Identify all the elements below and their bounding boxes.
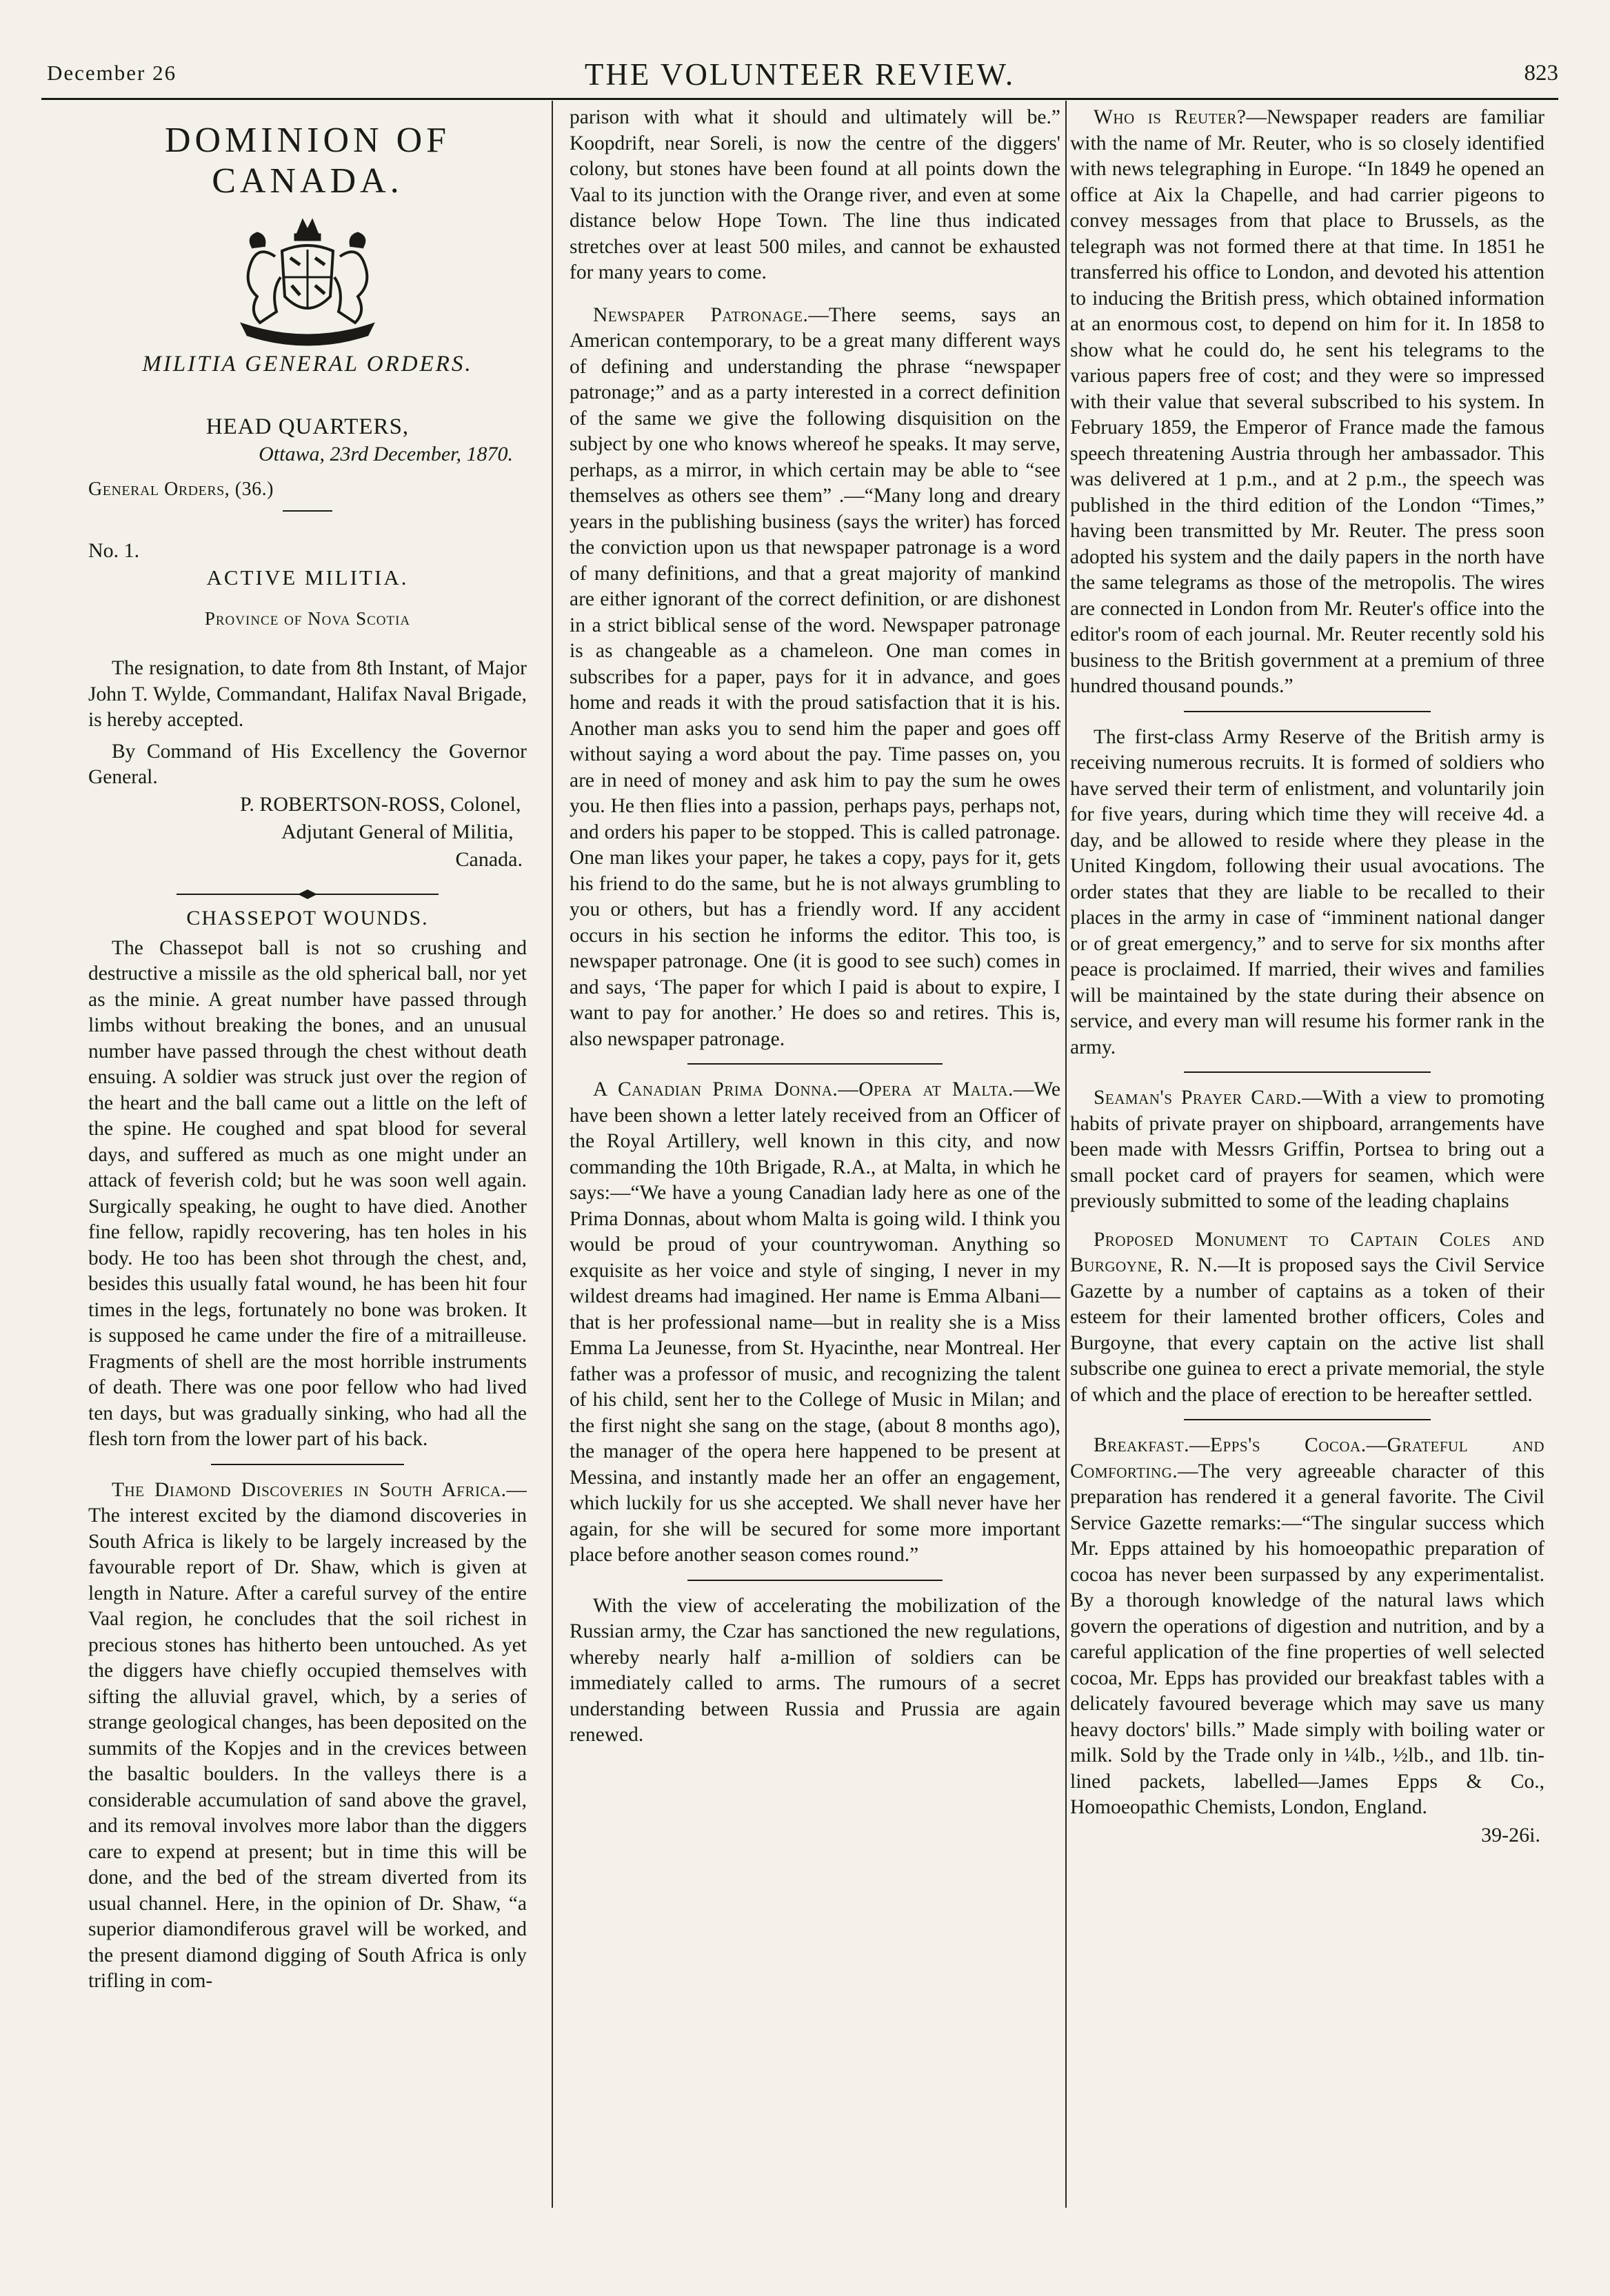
prima-donna-text: —We have been shown a letter lately received from an Officer of the Royal Artillery, well known in this city, and now commanding the 10th Brigade, R.A., at Malta, in which he says:—“We have a young Canadian lady here as one of the Prima Donnas, about whom Malta is going wild. I think you would be proud of your countrywoman. Anything so exquisite as her voice and style of singing, I never in my wildest dreams had imagined. Her name is Emma Albani—that is her professional name—but in reality she is a Miss Emma La Jeunesse, from St. Hyacinthe, near Montreal. Her father was a professor of music, and recognizing the talent of his child, sent her to the College of Music in Milan; and the first night she sang on the stage, (about 8 months ago), the manager of the opera here happened to be present at Messina, and instantly made her an offer an engagement, which luckily for us she accepted. We shall never have her again, for she will be secured for some more important place before another season comes round.” — [570, 1078, 1060, 1566]
chassepot-text: The Chassepot ball is not so crushing and destructive a missile as the old spherical ball, nor yet as the minie. A great number have passed through limbs without breaking the bones, and an unusual number have passed through the chest without death ensuing. A soldier was struck just over the region of the heart and the ball came out a little on the left of the spine. He coughed and spat blood for several days, and suffered as much as one might under an attack of feverish cold; but he was soon well again. Surgically speaking, he ought to have died. Another fine fellow, rapidly recovering, has ten holes in his body. He too has been shot through the chest, and, besides this usually fatal wound, he has been hit four times in the legs, fortunately no bone was broken. It is supposed he came under the fire of a mitrailleuse. Fragments of shell are the most horrible instruments of death. There was one poor fellow who had lived ten days, but was gradually sinking, who had all the flesh torn from the lower part of his back. — [88, 936, 527, 1450]
section-rule — [211, 1464, 404, 1465]
column-middle — [570, 105, 1060, 2208]
diamond-text: —The interest excited by the diamond discoveries in South Africa is likely to be largely increased by the favourable report of Dr. Shaw, which is given at length in Nature. After a careful survey of the entire Vaal region, he concludes that the soil richest in precious stones has hitherto been untouched. As yet the diggers have chiefly occupied themselves with sifting the alluvial gravel, which, by a series of strange geological changes, has been deposited on the summits of the Kopjes and in the crevices between the basaltic boulders. In the valleys there is a considerable accumulation of sand above the gravel, and its removal involves more labor than the diggers care to expend at present; but in time this will be done, and the bed of the stream diverted from its usual channel. Here, in the opinion of Dr. Shaw, “a superior diamondiferous gravel will be worked, and the present diamond digging of South Africa is only trifling in com- — [88, 1478, 527, 1992]
section-rule — [1184, 1071, 1431, 1073]
newspaper-text: —There seems, says an American contemporary, to be a great many different ways of defining and understanding the phrase “newspaper patronage;” and as a party interested in a correct definition of the same we give the following disquisition on the subject by one who knows whereof he speaks. It may serve, perhaps, as a mirror, in which certain may be able to “see themselves as others see them” .—“Many long and dreary years in the publishing business (says the writer) has forced the conviction upon us that newspaper patronage is a word of many definitions, and that a great majority of mankind are either ignorant of the correct definition, or are dishonest in a strict biblical sense of the word. Newspaper patronage is as changeable as a chameleon. One man comes in subscribes for a paper, pays for it in advance, and goes home and reads it with the proud satisfaction that it is his. Another man asks you to send him the paper and goes off without saying a word about the pay. Time passes on, you are in need of money and ask him to pay the sum he owes you. He then flies into a passion, perhaps pays, perhaps not, and orders his paper to be stopped. This is called patronage. One man likes your paper, he takes a copy, pays for it, gets his friend to do the same, but he is not always grumbling to you or others, but has a friendly word. If any accident occurs in his section he informs the editor. This too, is newspaper patronage. One (it is good to see such) comes in and says, ‘The paper for which I paid is about to expire, I want to pay for another.’ He does so and retires. This is, also newspaper patronage. — [570, 303, 1060, 1050]
signature-name: P. ROBERTSON-ROSS, Colonel, — [240, 792, 521, 816]
advertisement-code: 39-26i. — [1481, 1823, 1540, 1846]
prima-donna-article — [570, 1077, 1060, 1569]
section-rule — [687, 1063, 943, 1065]
masthead: DOMINION OF CANADA. — [164, 121, 451, 201]
chassepot-article — [88, 936, 527, 1453]
publication-title: THE VOLUNTEER REVIEW. — [584, 57, 1016, 92]
cocoa-text: —The very agreeable character of this preparation has rendered it a general favorite. The Civil Service Gazette remarks:—“The singular success which Mr. Epps attained by his homoeopathic preparation of cocoa has never been surpassed by any experimentalist. By a thorough knowledge of the natural laws which govern the operations of digestion and nutrition, and by a careful application of the fine properties of well selected cocoa, Mr. Epps has provided our breakfast tables with a delicately favoured beverage which may save us many heavy doctors' bills.” Made simply with boiling water or milk. Sold by the Trade only in ¼lb., ½lb., and 1lb. tin-lined packets, labelled—James Epps & Co., Homoeopathic Chemists, London, England. — [1070, 1460, 1544, 1818]
russia-text: With the view of accelerating the mobilization of the Russian army, the Czar has sanctioned the new regulations, whereby nearly half a-million of soldiers can be immediately called to arms. The rumours of a secret understanding between Russia and Prussia are again renewed. — [570, 1594, 1060, 1746]
diamond-article — [88, 1478, 527, 1995]
army-reserve-text: The first-class Army Reserve of the British army is receiving numerous recruits. It is formed of soldiers who have served their term of enlistment, and voluntarily join for five years, during which time they will receive 4d. a day, and be allowed to reside where they please in the United Kingdom, following their usual avocations. The order states that they are liable to be recalled to their places in the army in case of “imminent national danger or of great emergency,” and to serve for six months after peace is proclaimed. If married, their wives and families will be maintained by the state during their absence on service, and every man will resume his former rank in the army. — [1070, 725, 1544, 1058]
monument-heading: Proposed Monument to Captain Coles and Burgoyne, R. N. — [1070, 1228, 1544, 1276]
order-number: No. 1. — [88, 539, 140, 562]
headquarters-date: Ottawa, 23rd December, 1870. — [259, 443, 513, 465]
active-militia-heading: ACTIVE MILITIA. — [206, 565, 409, 590]
monument-article — [1070, 1227, 1544, 1409]
newspaper-patronage-article — [570, 303, 1060, 1053]
resignation-text: The resignation, to date from 8th Instant, of Major John T. Wylde, Commandant, Halifax Naval Brigade, is hereby accepted. — [88, 657, 527, 731]
army-reserve-article — [1070, 725, 1544, 1061]
section-rule — [687, 1580, 943, 1581]
cocoa-advertisement — [1070, 1433, 1544, 1821]
signature-place: Canada. — [455, 847, 523, 871]
section-rule — [1184, 1419, 1431, 1420]
section-rule — [1184, 711, 1431, 712]
cocoa-heading: Breakfast.—Epps's Cocoa.—Grateful and Comforting. — [1070, 1434, 1544, 1482]
column-right — [1070, 105, 1544, 2208]
chassepot-heading: CHASSEPOT WOUNDS. — [186, 906, 429, 929]
newspaper-heading: Newspaper Patronage. — [593, 303, 809, 326]
headquarters-heading: HEAD QUARTERS, — [205, 414, 410, 439]
coat-of-arms-emblem — [194, 208, 421, 346]
reuter-text: —Newspaper readers are familiar with the name of Mr. Reuter, who is so closely identified with news telegraphing in Europe. “In 1849 he opened an office at Aix la Chapelle, and had carrier pigeons to convey messages from that place to Brussels, as the telegraph was not formed there at that time. In 1851 he transferred his office to London, and devoted his attention to inducing the British press, which obtained information at an enormous cost, to depend on him for it. In 1858 to show what he could do, he sent his telegrams to the various papers free of cost; and they were so impressed with their value that several subscribed to his system. In February 1859, the Emperor of France made the famous speech threatening Austria through her ambassador. This was delivered at 1 p.m., and at 2 p.m., the speech was published in the third edition of the London “Times,” having been transmitted by Mr. Reuter. The press soon adopted his system and the daily papers in the north have the same telegrams as those of the metropolis. The wires are connected in London from Mr. Reuter's office into the editor's room of each journal. Mr. Reuter recently sold his business to the British government at a premium of three hundred thousand pounds.” — [1070, 106, 1544, 697]
diamond-continued — [570, 105, 1060, 286]
short-rule — [283, 510, 332, 512]
resignation-notice — [88, 656, 527, 791]
by-command-text: By Command of His Excellency the Governor General. — [88, 740, 527, 788]
header-rule — [41, 98, 1558, 100]
province-heading: Province of Nova Scotia — [204, 608, 411, 629]
reuter-heading: Who is Reuter? — [1094, 106, 1247, 128]
column-left — [88, 105, 527, 2208]
prayer-card-text: —With a view to promoting habits of private prayer on shipboard, arrangements have been made with Messrs Griffin, Portsea to bring out a small pocket card of prayers for seamen, which were previously submitted to some of the leading chaplains — [1070, 1087, 1544, 1212]
column-divider — [552, 101, 553, 2208]
signature-title: Adjutant General of Militia, — [281, 820, 514, 843]
prayer-card-heading: Seaman's Prayer Card. — [1094, 1087, 1302, 1109]
monument-text: —It is proposed says the Civil Service Gazette by a number of captains as a token of their esteem for their lamented brother officers, Coles and Burgoyne, that every captain on the active list shall subscribe one guinea to erect a private memorial, the style of which and the place of erection to be hereafter settled. — [1070, 1254, 1544, 1406]
reuter-article — [1070, 105, 1544, 700]
column-divider — [1065, 101, 1067, 2208]
prima-donna-heading: A Canadian Prima Donna.—Opera at Malta. — [593, 1078, 1014, 1100]
diamond-continued-text: parison with what it should and ultimately will be.” Koopdrift, near Soreli, is now the centre of the diggers' colony, but stones have been found at all points down the Vaal to its junction with the Orange river, and even at some distance below Hope Town. The line thus indicated stretches over at least 500 miles, and cannot be exhausted for many years to come. — [570, 106, 1060, 283]
page-number: 823 — [1524, 61, 1558, 85]
russia-article — [570, 1593, 1060, 1749]
militia-general-orders-title: MILITIA GENERAL ORDERS. — [142, 352, 473, 376]
issue-date: December 26 — [47, 61, 177, 85]
diamond-heading: The Diamond Discoveries in South Africa. — [112, 1478, 507, 1501]
ornamental-rule — [177, 889, 439, 900]
general-orders-number: General Orders, (36.) — [88, 479, 274, 500]
prayer-card-article — [1070, 1085, 1544, 1215]
